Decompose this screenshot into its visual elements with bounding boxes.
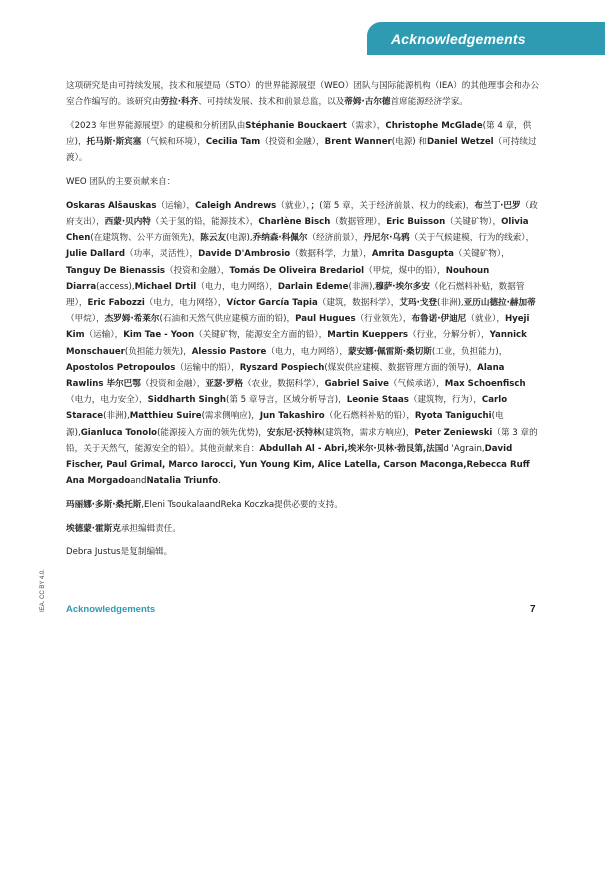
team-name-2: Christophe McGlade (385, 120, 483, 131)
contributor-role: (负担能力领先)， (124, 346, 192, 357)
contributor-name: Ryota Taniguchi (414, 411, 492, 422)
contributor-role: (在建筑物、公平方面领先)， (90, 233, 201, 244)
contributor-role: （就业）， (466, 314, 505, 325)
contributor-name: Ryszard Pospiech (239, 362, 325, 373)
contributor-name: Yannick Monschauer (66, 330, 527, 357)
contributor-role: （关于氢的铅，能源技术）， (150, 216, 259, 227)
contributor-role: （关键矿物）， (453, 249, 510, 260)
contributor-name: 杰罗姆·希莱尔 (104, 314, 160, 325)
contributor-role: （关于气候建模，行为的线索）， (409, 233, 535, 244)
team-name-5: Brent Wanner (324, 137, 392, 148)
contributor-name: Víctor García Tapia (226, 297, 318, 308)
support-text-3: 提供必要的支持。 (274, 499, 343, 510)
contributor-name: Charlène Bisch (258, 216, 331, 227)
support-text-1: , (141, 499, 145, 510)
contributor-role: （电力，电力网络）， (196, 281, 278, 292)
contributor-role: (能源接入方面的领先优势)， (157, 427, 267, 438)
contributor-name: 安东尼·沃特林 (266, 427, 322, 438)
contributor-role: （第 3 章的铅，关于天然气，能源安全的铅）。其他贡献来自： (66, 427, 538, 454)
contributor-role: （运输）， (156, 200, 196, 211)
contributor-role: d 'Agrain, (443, 443, 485, 454)
contributor-name: Jun Takashiro (259, 411, 325, 422)
contributor-role: （建筑物，行为）， (408, 395, 482, 406)
contributor-role: （行业领先）， (355, 314, 412, 325)
contributor-name: David Fischer, Paul Grimal, Marco Iarocci, Yun Young Kim, Alice Latella, Carson Maconga,Rebecca Ruff Ana Morgado (66, 443, 530, 487)
team-name-6: Daniel Wetzel (426, 137, 494, 148)
contributor-name: Gabriel Saive (324, 378, 389, 389)
contributor-name: Amrita Dasgupta (371, 249, 454, 260)
contributor-role: （数据科学，力量）， (290, 249, 372, 260)
contributors-heading: WEO 团队的主要贡献来自： (66, 177, 176, 188)
contributor-name: Kim Tae - Yoon (123, 330, 195, 341)
contributors-paragraph (66, 198, 540, 490)
contributor-role: （数据管理）， (330, 216, 387, 227)
contributor-name: Paul Hugues (295, 314, 356, 325)
page-number: 7 (530, 604, 536, 615)
section-banner (367, 22, 605, 55)
contributor-name: Alana Rawlins 毕尔巴鄂 (66, 362, 505, 389)
contributor-role: (非洲), (103, 411, 130, 422)
contributor-name: Caleigh Andrews (195, 200, 277, 211)
contributor-name: Gianluca Tonolo (80, 427, 158, 438)
team-name-3: 托马斯·斯宾塞 (86, 137, 142, 148)
contributor-name: Matthieu Suire (129, 411, 202, 422)
contributor-role: (需求侧响应)， (201, 411, 260, 422)
intro-text-2: 、可持续发展、技术和前景总监，以及 (198, 97, 345, 108)
contributor-name: Nouhoun Diarra (66, 265, 490, 292)
contributor-name: 陈云友 (200, 233, 227, 244)
contributor-role: （经济前景）， (307, 233, 364, 244)
contributor-name: 布鲁诺·伊迪尼 (411, 314, 467, 325)
contributor-role: （就业）， (276, 200, 311, 211)
contributor-name: 亚历山德拉·赫加蒂 (463, 297, 536, 308)
team-name-1: Stéphanie Bouckaert (245, 120, 347, 131)
contributor-name: Apostolos Petropoulos (66, 362, 176, 373)
contributor-name: 丹尼尔·乌鸦 (363, 233, 410, 244)
contributor-role: (access), (96, 281, 135, 292)
contributor-role: (电源), (66, 411, 504, 438)
copyeditor-paragraph (66, 544, 540, 560)
intro-paragraph (66, 78, 540, 110)
intro-text-1: 这项研究是由可持续发展，技术和展望局（STO）的世界能源展望（WEO）团队与国际能源机构（IEA）的其他理事会和办公室合作编写的。该研究由 (66, 81, 540, 108)
contributor-name: 布兰丁·巴罗 (474, 200, 521, 211)
contributor-role: （功率，灵活性）， (125, 249, 199, 260)
team-text-6: (电源) 和 (391, 137, 427, 148)
contributor-role: （关键矿物，能源安全方面的铅）， (194, 330, 328, 341)
contributor-role: （政府支出）， (66, 200, 538, 227)
contributor-name: Abdullah Al - Abri,埃米尔·贝林·勃艮第,法国 (259, 443, 444, 454)
contributor-role: （化石燃料补贴的铅）， (324, 411, 415, 422)
contributor-role: （运输）， (84, 330, 124, 341)
contributor-role: . (218, 476, 221, 487)
contributor-role: （甲烷，煤中的铅）， (364, 265, 446, 276)
section-label: Acknowledgements (391, 30, 526, 47)
contributor-role: (非洲), (437, 297, 464, 308)
contributor-name: Eric Fabozzi (87, 297, 145, 308)
intro-name-1: 劳拉·科齐 (160, 97, 199, 108)
contributor-name: 穆萨·埃尔多安 (375, 281, 430, 292)
contributor-name: Tanguy De Bienassis (66, 265, 166, 276)
contributor-name: 亚瑟·罗格 (205, 378, 243, 389)
contributor-name: Eric Buisson (386, 216, 446, 227)
contributor-role: （关键矿物）， (445, 216, 502, 227)
team-text-7: （可持续过渡）。 (66, 137, 537, 164)
intro-name-2: 蒂姆·古尔德 (344, 97, 391, 108)
contributor-name: Leonie Staas (346, 395, 409, 406)
contributor-role: (建筑物，需求方响应)， (321, 427, 415, 438)
license-note: IEA. CC BY 4.0. (40, 569, 46, 612)
contributor-name: Carlo Starace (66, 395, 508, 422)
contributor-role: (电源), (226, 233, 253, 244)
contributor-role: and (130, 476, 147, 487)
contributor-name: 西蒙·贝内特 (104, 216, 151, 227)
contributor-name: 艾玛·戈登 (399, 297, 438, 308)
contributor-name: Martin Kueppers (327, 330, 408, 341)
support-paragraph (66, 497, 540, 513)
contributor-name: Max Schoenfisch (444, 378, 526, 389)
contributor-role: (第 5 章导言，区域分析导言)， (225, 395, 347, 406)
intro-text-3: 首席能源经济学家。 (390, 97, 468, 108)
support-name-2: Eleni Tsoukala (144, 499, 205, 510)
contributor-role: （电力，电力网络）， (144, 297, 227, 308)
contributor-role: （电力，电力安全）， (66, 395, 148, 406)
contributor-name: Darlain Edeme (277, 281, 349, 292)
editor-text: 承担编辑责任。 (120, 523, 181, 534)
contributor-name: Davide D'Ambrosio (198, 249, 291, 260)
team-text-5: （投资和金融）， (260, 137, 325, 148)
contributor-role: （建筑，数据科学）， (317, 297, 400, 308)
contributor-role: (煤炭供应建模、数据管理方面的领导)， (324, 362, 478, 373)
contributor-name: 乔纳森·科佩尔 (252, 233, 308, 244)
editor-name: 埃德蒙·霍斯克 (66, 523, 121, 534)
contributor-name: Julie Dallard (66, 249, 126, 260)
contributor-name: Peter Zeniewski (414, 427, 493, 438)
copyeditor-name: Debra Justus (66, 547, 121, 558)
team-text-3: (第 4 章，供应)， (66, 120, 532, 148)
support-name-1: 玛丽娜·多斯·桑托斯 (66, 499, 142, 510)
contributor-name: Hyeji Kim (66, 314, 530, 341)
contributor-name: Tomás De Oliveira Bredariol (229, 265, 365, 276)
contributor-name: Alessio Pastore (191, 346, 267, 357)
team-text-1: 《2023 年世界能源展望》的建模和分析团队由 (66, 120, 246, 131)
contributor-role: (第 5 章，关于经济前景、权力的线索)， (319, 200, 475, 211)
contributor-name: ； (310, 200, 320, 211)
contributor-name: 蒙安娜·佩雷斯·桑切斯 (347, 346, 432, 357)
contributor-role: （投资和金融）， (165, 265, 230, 276)
contributor-role: （甲烷）， (66, 314, 105, 325)
copyeditor-text: 是复制编辑。 (120, 547, 173, 558)
contributor-name: Michael Drtil (134, 281, 197, 292)
contributor-name: Siddharth Singh (147, 395, 226, 406)
team-text-2: （需求）， (346, 120, 386, 131)
team-text-4: （气候和环境）， (141, 137, 206, 148)
body-content (66, 78, 540, 568)
footer-title: Acknowledgements (66, 604, 156, 615)
contributor-role: (工业，负担能力)， (431, 346, 508, 357)
contributor-name: Natalia Triunfo (146, 476, 218, 487)
contributor-role: (石油和天然气供应建模方面的铅)， (159, 314, 296, 325)
contributor-role: （化石燃料补贴，数据管理）， (66, 281, 525, 308)
contributor-role: （农业，数据科学）， (242, 378, 325, 389)
team-paragraph (66, 118, 540, 167)
support-name-3: Reka Koczka (220, 499, 275, 510)
contributor-name: Olivia Chen (66, 216, 529, 244)
contributor-role: （运输中的铅）， (175, 362, 240, 373)
support-text-2: and (204, 499, 221, 510)
contributor-role: （电力，电力网络）， (266, 346, 348, 357)
contributor-role: (非洲), (348, 281, 376, 292)
contributor-role: （行业，分解分析）， (407, 330, 490, 341)
contributor-role: （气候承诺）， (388, 378, 445, 389)
editor-paragraph (66, 521, 540, 537)
contributor-name: Oskaras Alšauskas (66, 200, 157, 211)
team-name-4: Cecilia Tam (205, 137, 261, 148)
contributor-role: （投资和金融）， (140, 378, 206, 389)
